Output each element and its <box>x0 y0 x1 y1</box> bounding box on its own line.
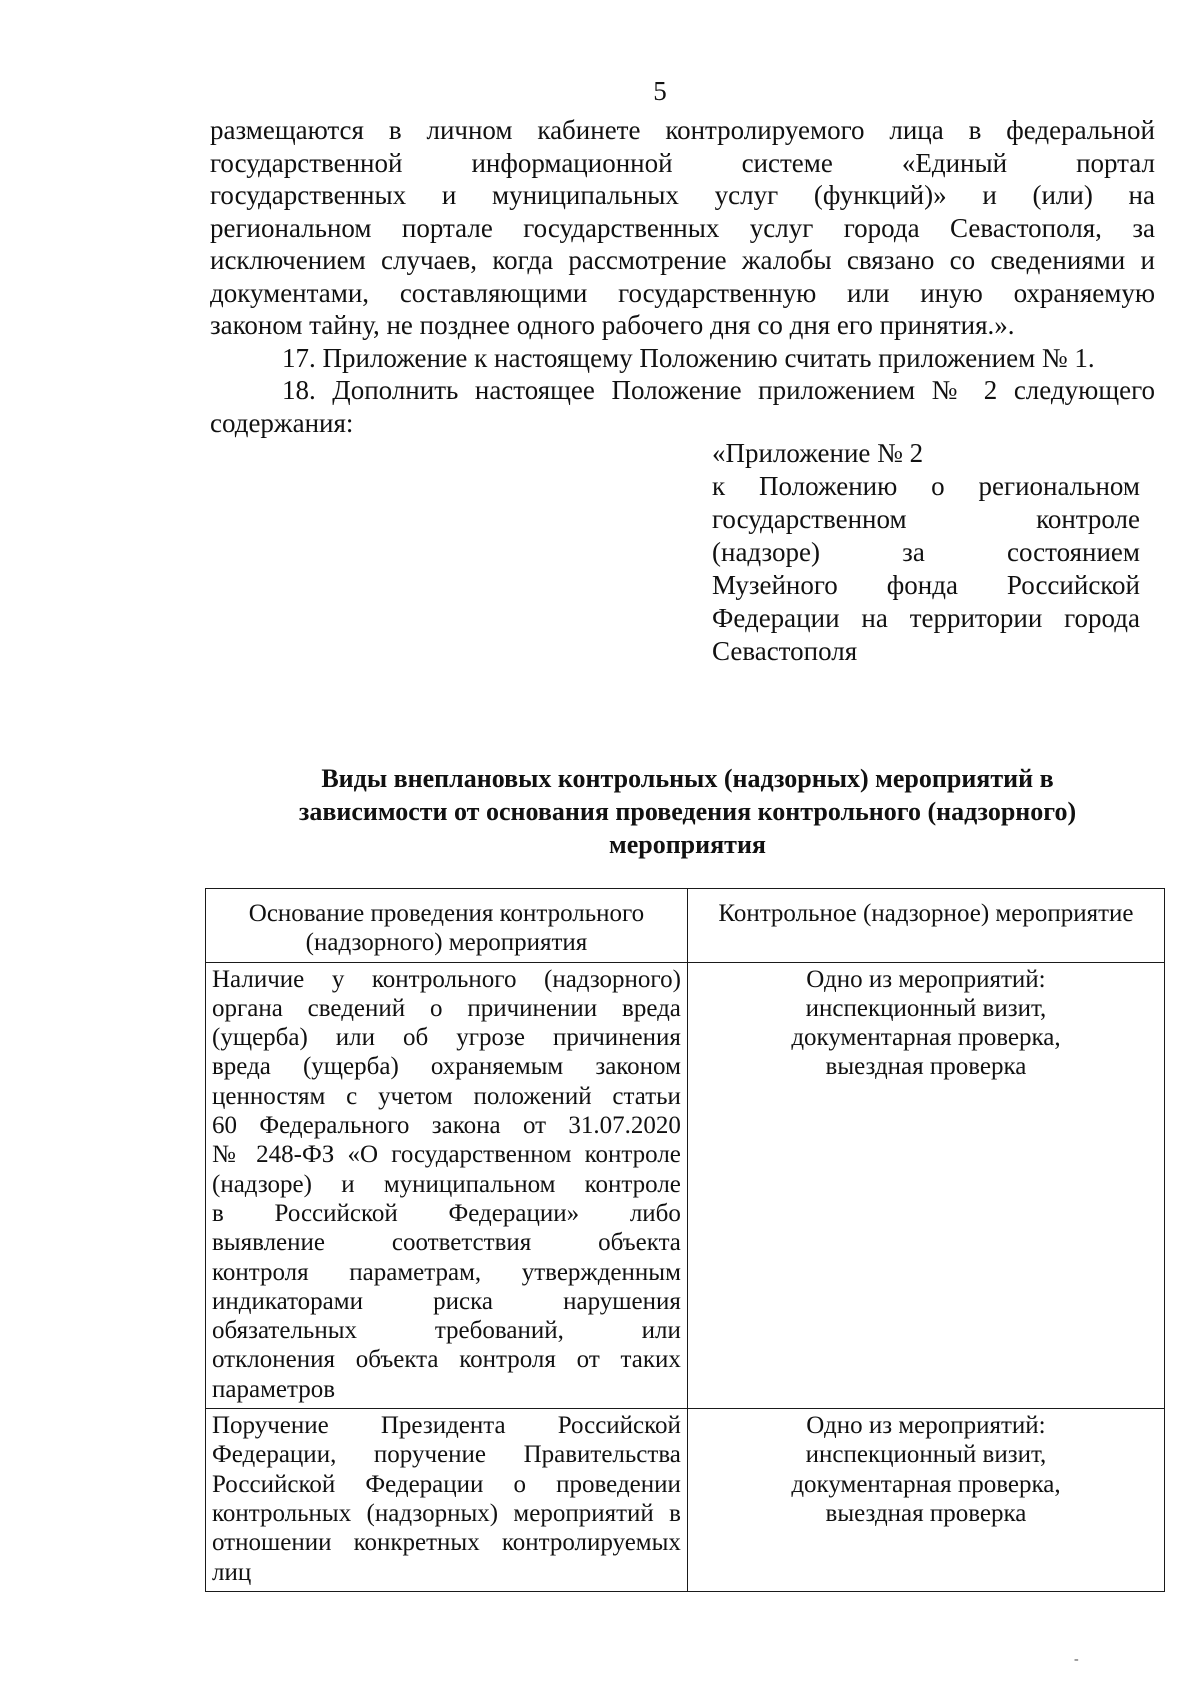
basis-line: № 248-ФЗ «О государственном контроле <box>212 1141 681 1169</box>
appendix-reference <box>712 437 1140 668</box>
basis-line: вреда (ущерба) охраняемым законом <box>212 1053 681 1081</box>
appendix-line: Музейного фонда Российской <box>712 570 1140 600</box>
paragraph-line: региональном портале государственных услуг города Севастополя, за <box>210 212 1155 243</box>
appendix-line: Севастополя <box>712 636 858 666</box>
measure-line: выездная проверка <box>825 1499 1027 1527</box>
header-measure <box>687 889 1164 963</box>
header-line: Основание проведения контрольного <box>248 900 645 927</box>
body-text <box>210 114 1155 439</box>
measure-cell <box>687 1409 1164 1592</box>
heading-line: мероприятия <box>608 830 766 859</box>
appendix-line: (надзоре) за состоянием <box>712 537 1140 567</box>
table-header-row <box>206 889 1165 963</box>
basis-cell <box>206 1409 688 1592</box>
appendix-line: государственном контроле <box>712 504 1140 534</box>
measure-line: документарная проверка, <box>791 1024 1061 1052</box>
basis-line: (ущерба) или об угрозе причинения <box>212 1024 681 1052</box>
basis-line: параметров <box>212 1375 336 1403</box>
measure-line: документарная проверка, <box>791 1470 1061 1498</box>
paragraph-line: размещаются в личном кабинете контролируемого лица в федеральной <box>210 115 1155 145</box>
measure-line: инспекционный визит, <box>805 994 1047 1022</box>
basis-line: отношении конкретных контролируемых <box>212 1529 681 1557</box>
heading-line: Виды внеплановых контрольных (надзорных) мероприятий в <box>321 764 1054 793</box>
page-number: 5 <box>653 76 667 106</box>
item-18-line1: 18. Дополнить настоящее Положение приложением № 2 следующего <box>282 375 1155 405</box>
basis-line: лиц <box>212 1558 252 1586</box>
appendix-line: к Положению о региональном <box>712 471 1140 501</box>
item-18-line2: содержания: <box>210 407 354 438</box>
appendix-line: «Приложение № 2 <box>712 438 924 468</box>
basis-line: Наличие у контрольного (надзорного) <box>212 965 681 993</box>
basis-line: индикаторами риска нарушения <box>212 1287 681 1315</box>
basis-line: 60 Федерального закона от 31.07.2020 <box>212 1112 681 1140</box>
basis-line: Поручение Президента Российской <box>212 1412 681 1440</box>
measures-table <box>205 888 1165 1592</box>
header-line: Контрольное (надзорное) мероприятие <box>718 900 1134 927</box>
basis-line: органа сведений о причинении вреда <box>212 994 681 1022</box>
measure-line: Одно из мероприятий: <box>806 965 1046 993</box>
basis-cell <box>206 962 688 1408</box>
basis-line: отклонения объекта контроля от таких <box>212 1346 681 1374</box>
basis-line: выявление соответствия объекта <box>212 1229 681 1257</box>
basis-line: Российской Федерации о проведении <box>212 1470 681 1498</box>
table-heading <box>225 762 1150 861</box>
paragraph-line: государственной информационной системе «Единый портал <box>210 147 1155 178</box>
header-basis <box>206 889 688 963</box>
footer-mark: - <box>1074 1652 1079 1667</box>
basis-line: Федерации, поручение Правительства <box>212 1441 681 1469</box>
heading-line: зависимости от основания проведения контрольного (надзорного) <box>298 797 1077 826</box>
measure-line: Одно из мероприятий: <box>806 1412 1046 1440</box>
basis-line: контрольных (надзорных) мероприятий в <box>212 1499 681 1527</box>
basis-line: контроля параметрам, утвержденным <box>212 1258 681 1286</box>
paragraph-line: документами, составляющими государственную или иную охраняемую <box>210 277 1155 308</box>
table-row <box>206 962 1165 1408</box>
basis-line: ценностям с учетом положений статьи <box>212 1082 681 1110</box>
measure-line: инспекционный визит, <box>805 1441 1047 1469</box>
paragraph-line: исключением случаев, когда рассмотрение жалобы связано со сведениями и <box>210 245 1155 275</box>
appendix-line: Федерации на территории города <box>712 603 1140 633</box>
measure-cell <box>687 962 1164 1408</box>
header-line: (надзорного) мероприятия <box>305 929 588 957</box>
basis-line: в Российской Федерации» либо <box>212 1199 681 1227</box>
paragraph-line: законом тайну, не позднее одного рабочего дня со дня его принятия.». <box>210 310 1015 340</box>
basis-line: (надзоре) и муниципальном контроле <box>212 1170 681 1198</box>
measure-line: выездная проверка <box>825 1053 1027 1081</box>
paragraph-line: государственных и муниципальных услуг (функций)» и (или) на <box>210 180 1155 210</box>
basis-line: обязательных требований, или <box>212 1317 681 1345</box>
table-row <box>206 1409 1165 1592</box>
item-17: 17. Приложение к настоящему Положению считать приложением № 1. <box>282 342 1095 373</box>
